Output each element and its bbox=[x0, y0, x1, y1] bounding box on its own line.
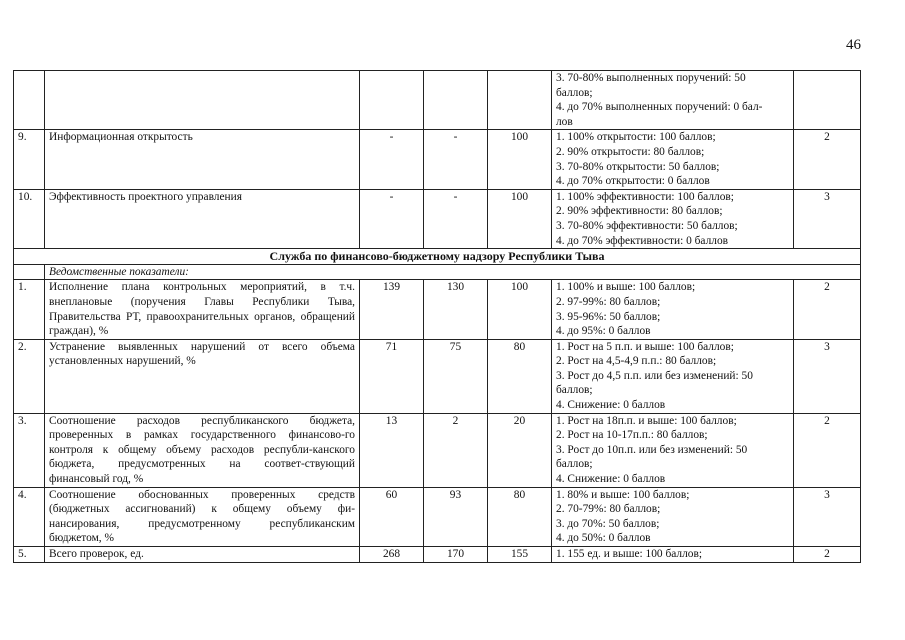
value-col-1: 268 bbox=[360, 547, 424, 563]
criteria-line: 3. Рост до 10п.п. или без изменений: 50 bbox=[556, 443, 748, 456]
value-col-2: - bbox=[424, 130, 488, 189]
criteria-line: 1. 100% эффективности: 100 баллов; bbox=[556, 190, 734, 203]
scoring-criteria bbox=[552, 189, 794, 248]
value-col-1: 139 bbox=[360, 280, 424, 339]
scoring-criteria bbox=[552, 413, 794, 487]
scoring-criteria bbox=[552, 339, 794, 413]
section-title: Служба по финансово-бюджетному надзору Республики Тыва bbox=[14, 249, 861, 265]
criteria-line: 1. Рост на 5 п.п. и выше: 100 баллов; bbox=[556, 340, 734, 353]
criteria-line: 2. 90% открытости: 80 баллов; bbox=[556, 145, 705, 158]
target-value bbox=[488, 71, 552, 130]
criteria-line: 3. 95-96%: 50 баллов; bbox=[556, 310, 661, 323]
weight: 3 bbox=[794, 487, 861, 546]
scoring-criteria bbox=[552, 71, 794, 130]
value-col-2 bbox=[424, 71, 488, 130]
table-row bbox=[14, 339, 861, 413]
value-col-2: 130 bbox=[424, 280, 488, 339]
row-number: 5. bbox=[14, 547, 45, 563]
criteria-line: лов bbox=[556, 115, 573, 128]
target-value: 80 bbox=[488, 339, 552, 413]
target-value: 100 bbox=[488, 189, 552, 248]
table-row bbox=[14, 130, 861, 189]
indicator-name: Соотношение расходов республиканского бюджета, проверенных в рамках государственного финансово-го контроля к общему объему расходов республи-канского бюджета, предусмотренных на соответ-ствующий финансовый год, % bbox=[45, 413, 360, 487]
criteria-line: 2. 97-99%: 80 баллов; bbox=[556, 295, 661, 308]
criteria-line: 1. Рост на 18п.п. и выше: 100 баллов; bbox=[556, 414, 737, 427]
table-row bbox=[14, 413, 861, 487]
table-row bbox=[14, 71, 861, 130]
criteria-line: 2. 90% эффективности: 80 баллов; bbox=[556, 205, 723, 218]
indicator-name: Устранение выявленных нарушений от всего объема установленных нарушений, % bbox=[45, 339, 360, 413]
target-value: 80 bbox=[488, 487, 552, 546]
indicator-name: Исполнение плана контрольных мероприятий, в т.ч. внеплановые (поручения Главы Республики Тыва, Правительства РТ, правоохранительных органов, обращений граждан), % bbox=[45, 280, 360, 339]
criteria-line: 4. Снижение: 0 баллов bbox=[556, 473, 666, 486]
row-number: 9. bbox=[14, 130, 45, 189]
table-row bbox=[14, 280, 861, 339]
criteria-line: 3. 70-80% эффективности: 50 баллов; bbox=[556, 219, 738, 232]
subheading-label: Ведомственные показатели: bbox=[45, 264, 861, 280]
indicator-name: Соотношение обоснованных проверенных средств (бюджетных ассигнований) к общему объему фи-нансирования, предусмотренному республиканским бюджетом, % bbox=[45, 487, 360, 546]
value-col-2: - bbox=[424, 189, 488, 248]
table-row bbox=[14, 487, 861, 546]
criteria-line: 4. до 50%: 0 баллов bbox=[556, 532, 651, 545]
scoring-criteria bbox=[552, 280, 794, 339]
target-value: 155 bbox=[488, 547, 552, 563]
criteria-line: 3. 70-80% открытости: 50 баллов; bbox=[556, 160, 720, 173]
scoring-criteria bbox=[552, 547, 794, 563]
scoring-criteria bbox=[552, 130, 794, 189]
value-col-2: 75 bbox=[424, 339, 488, 413]
indicators-table bbox=[13, 70, 861, 563]
indicator-name bbox=[45, 71, 360, 130]
weight: 2 bbox=[794, 547, 861, 563]
weight: 2 bbox=[794, 413, 861, 487]
row-number: 3. bbox=[14, 413, 45, 487]
table-row bbox=[14, 547, 861, 563]
value-col-2: 170 bbox=[424, 547, 488, 563]
value-col-1: 71 bbox=[360, 339, 424, 413]
page-number: 46 bbox=[846, 37, 861, 53]
indicator-name: Эффективность проектного управления bbox=[45, 189, 360, 248]
criteria-line: 4. до 70% открытости: 0 баллов bbox=[556, 175, 710, 188]
target-value: 100 bbox=[488, 130, 552, 189]
weight: 3 bbox=[794, 339, 861, 413]
row-number: 2. bbox=[14, 339, 45, 413]
criteria-line: 4. до 70% эффективности: 0 баллов bbox=[556, 234, 729, 247]
criteria-line: 1. 155 ед. и выше: 100 баллов; bbox=[556, 548, 703, 560]
value-col-1 bbox=[360, 71, 424, 130]
weight: 2 bbox=[794, 130, 861, 189]
criteria-line: баллов; bbox=[556, 458, 593, 471]
weight: 2 bbox=[794, 280, 861, 339]
criteria-line: 3. Рост до 4,5 п.п. или без изменений: 50 bbox=[556, 369, 753, 382]
value-col-1: 13 bbox=[360, 413, 424, 487]
criteria-line: 2. 70-79%: 80 баллов; bbox=[556, 503, 661, 516]
criteria-line: 1. 80% и выше: 100 баллов; bbox=[556, 488, 690, 501]
weight: 3 bbox=[794, 189, 861, 248]
value-col-2: 2 bbox=[424, 413, 488, 487]
scoring-criteria bbox=[552, 487, 794, 546]
criteria-line: 4. до 95%: 0 баллов bbox=[556, 325, 651, 338]
weight bbox=[794, 71, 861, 130]
row-number: 4. bbox=[14, 487, 45, 546]
subheading-row bbox=[14, 264, 861, 280]
criteria-line: 2. Рост на 10-17п.п.: 80 баллов; bbox=[556, 429, 708, 442]
row-number bbox=[14, 71, 45, 130]
row-number: 1. bbox=[14, 280, 45, 339]
indicator-name: Всего проверок, ед. bbox=[45, 547, 360, 563]
value-col-1: - bbox=[360, 189, 424, 248]
indicator-name: Информационная открытость bbox=[45, 130, 360, 189]
value-col-2: 93 bbox=[424, 487, 488, 546]
target-value: 20 bbox=[488, 413, 552, 487]
row-number: 10. bbox=[14, 189, 45, 248]
criteria-line: 4. Снижение: 0 баллов bbox=[556, 399, 666, 412]
criteria-line: 3. 70-80% выполненных поручений: 50 bbox=[556, 72, 746, 84]
subheading-empty-cell bbox=[14, 264, 45, 280]
value-col-1: - bbox=[360, 130, 424, 189]
criteria-line: 4. до 70% выполненных поручений: 0 бал- bbox=[556, 101, 763, 114]
criteria-line: баллов; bbox=[556, 86, 593, 99]
criteria-line: 1. 100% открытости: 100 баллов; bbox=[556, 131, 716, 144]
section-header-row bbox=[14, 249, 861, 265]
target-value: 100 bbox=[488, 280, 552, 339]
criteria-line: 1. 100% и выше: 100 баллов; bbox=[556, 281, 696, 294]
criteria-line: 3. до 70%: 50 баллов; bbox=[556, 517, 660, 530]
criteria-line: 2. Рост на 4,5-4,9 п.п.: 80 баллов; bbox=[556, 355, 717, 368]
value-col-1: 60 bbox=[360, 487, 424, 546]
criteria-line: баллов; bbox=[556, 384, 593, 397]
table-row bbox=[14, 189, 861, 248]
